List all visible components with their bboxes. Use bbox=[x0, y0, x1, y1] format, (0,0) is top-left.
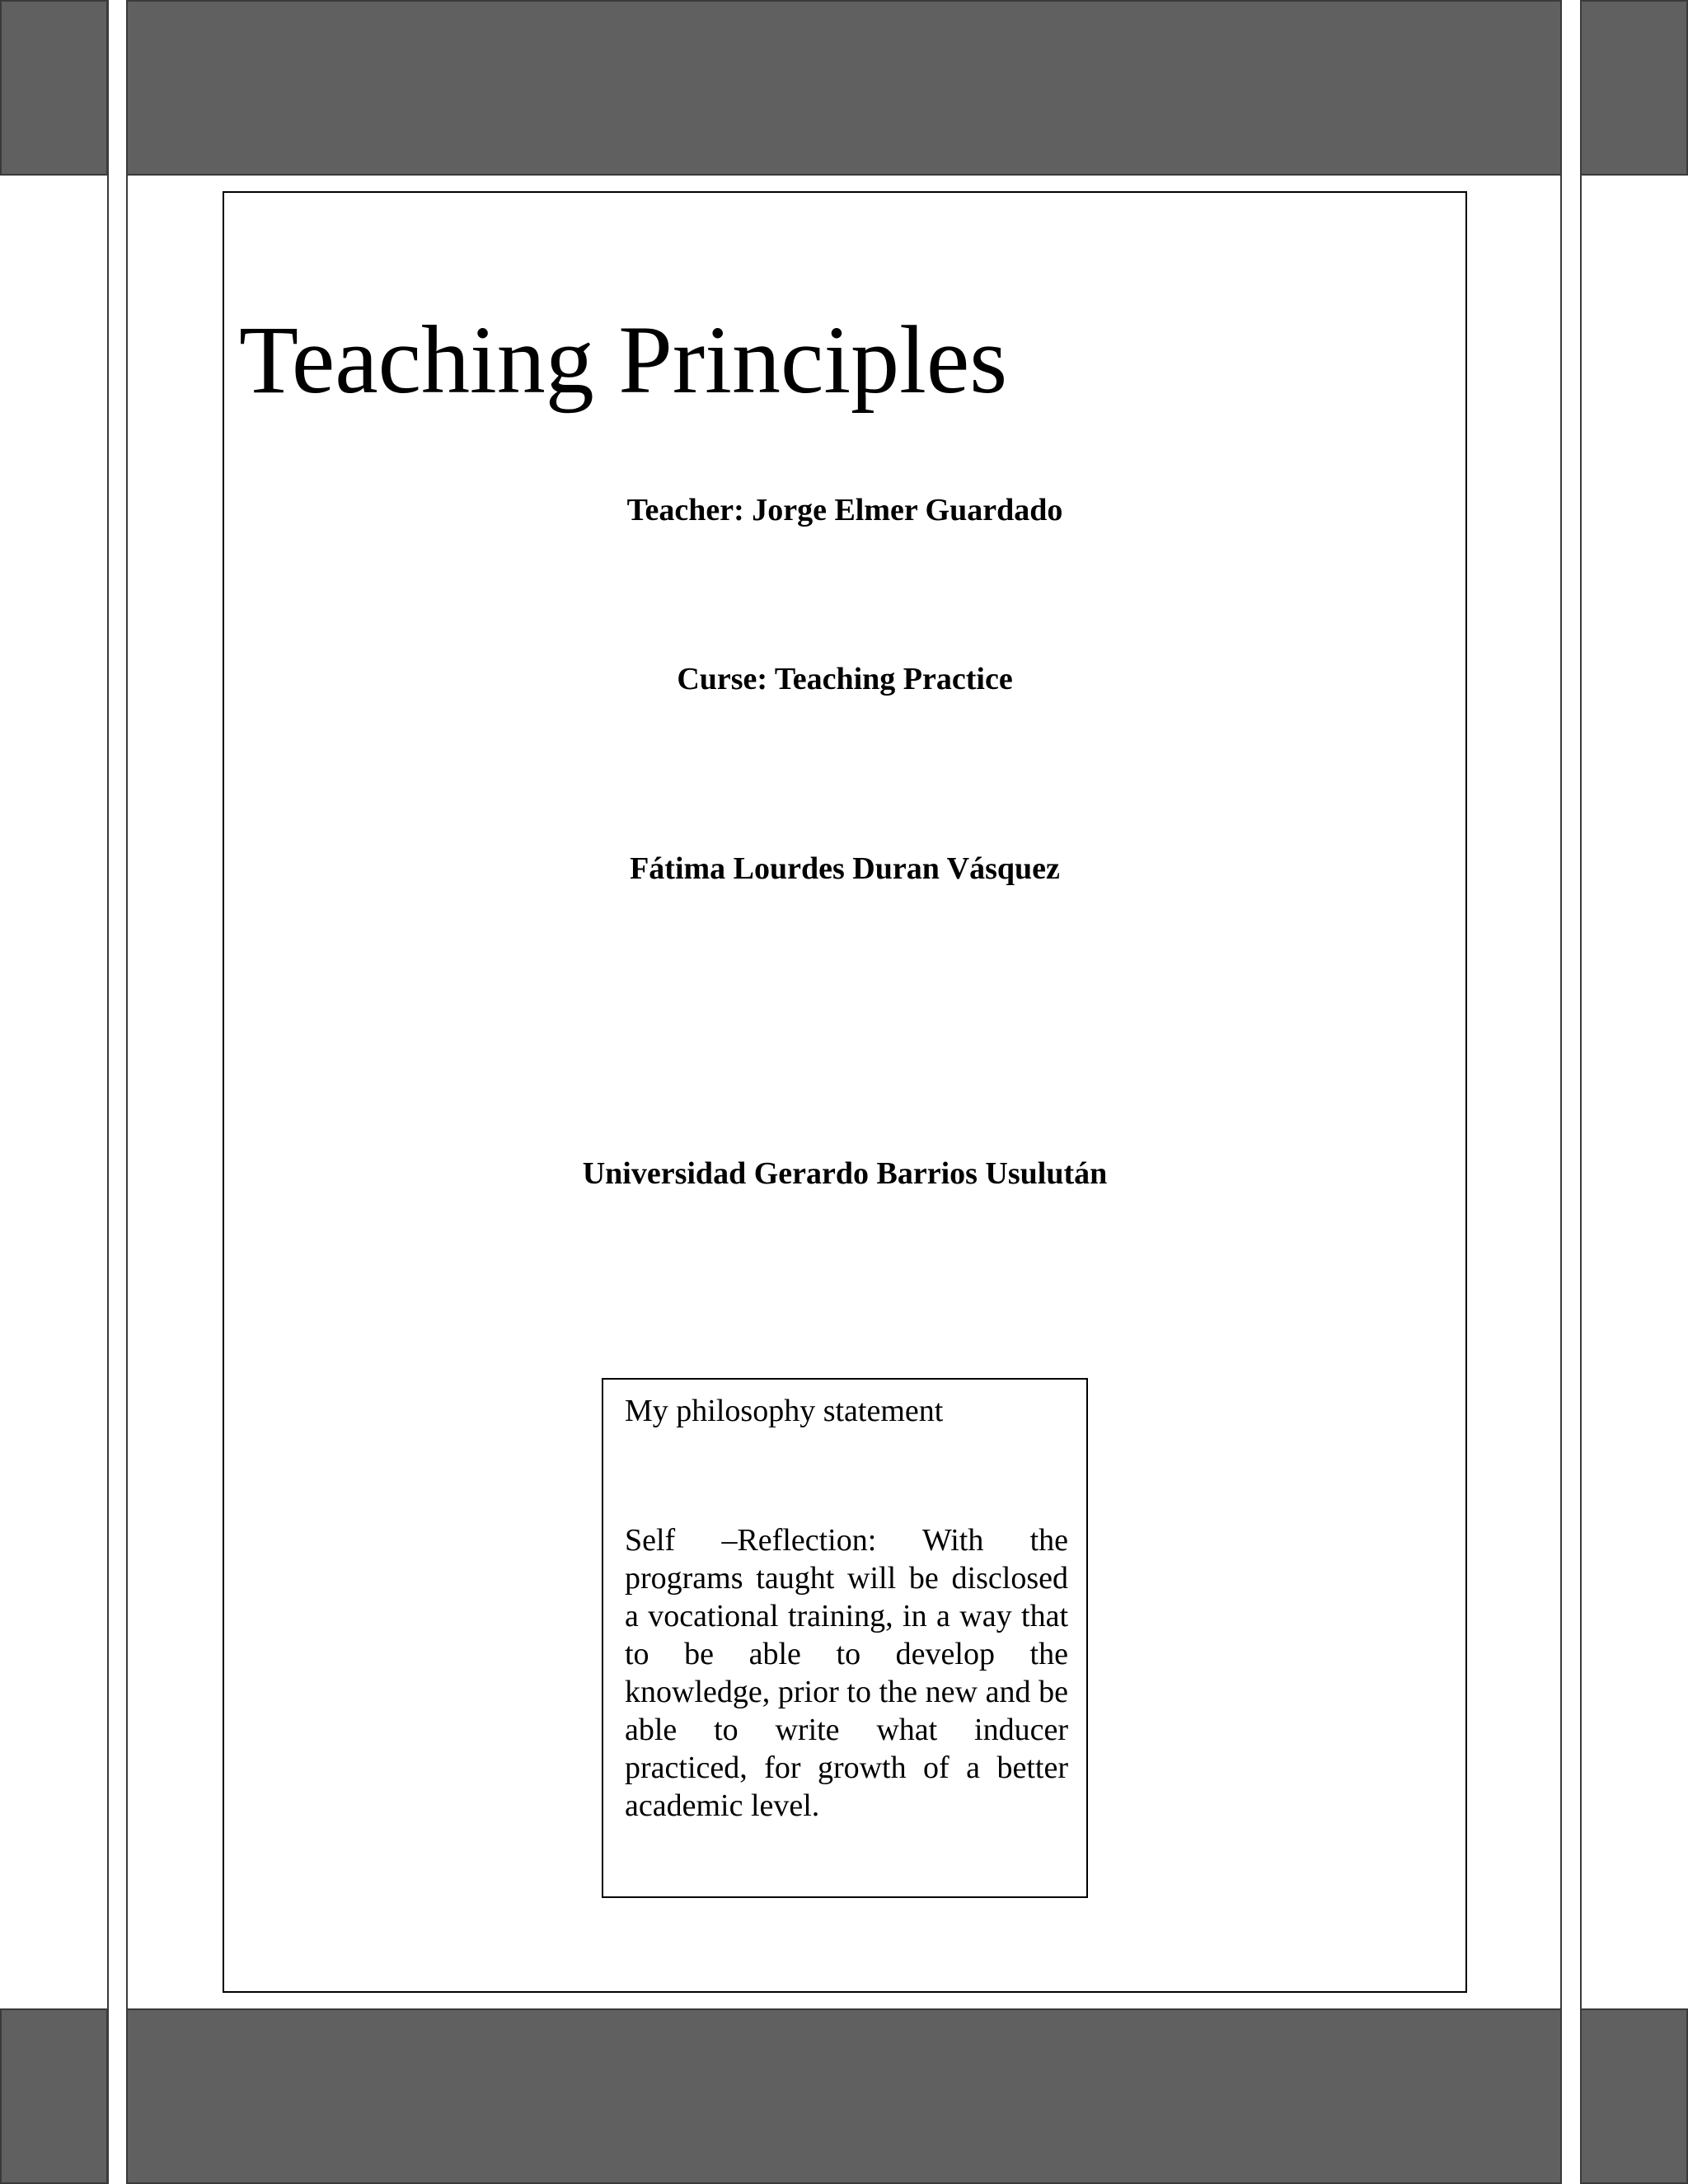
decor-block-bottom-left bbox=[0, 2008, 108, 2184]
decor-block-top-right bbox=[1580, 0, 1688, 176]
self-reflection-text: Self –Reflection: With the programs taught will be disclosed a vocational training, in a way that to be able to develop the knowledge, prior to the new and be able to write what inducer practiced, for growth of a better academic level. bbox=[625, 1523, 1068, 1823]
decor-line-left-inner bbox=[126, 0, 128, 2184]
decor-block-bottom-center bbox=[126, 2008, 1562, 2184]
course-line: Curse: Teaching Practice bbox=[677, 662, 1013, 696]
decor-line-left-outer bbox=[107, 0, 109, 2184]
teacher-line: Teacher: Jorge Elmer Guardado bbox=[626, 493, 1063, 527]
decor-block-bottom-right bbox=[1580, 2008, 1688, 2184]
decor-block-top-center bbox=[126, 0, 1562, 176]
decor-line-right-inner bbox=[1560, 0, 1562, 2184]
document-title: Teaching Principles bbox=[239, 306, 1008, 414]
philosophy-statement-box bbox=[602, 1378, 1088, 1898]
decor-line-right-outer bbox=[1580, 0, 1582, 2184]
philosophy-heading: My philosophy statement bbox=[625, 1394, 944, 1428]
university-name: Universidad Gerardo Barrios Usulután bbox=[582, 1156, 1108, 1191]
decor-block-top-left bbox=[0, 0, 108, 176]
student-name: Fátima Lourdes Duran Vásquez bbox=[630, 851, 1060, 886]
